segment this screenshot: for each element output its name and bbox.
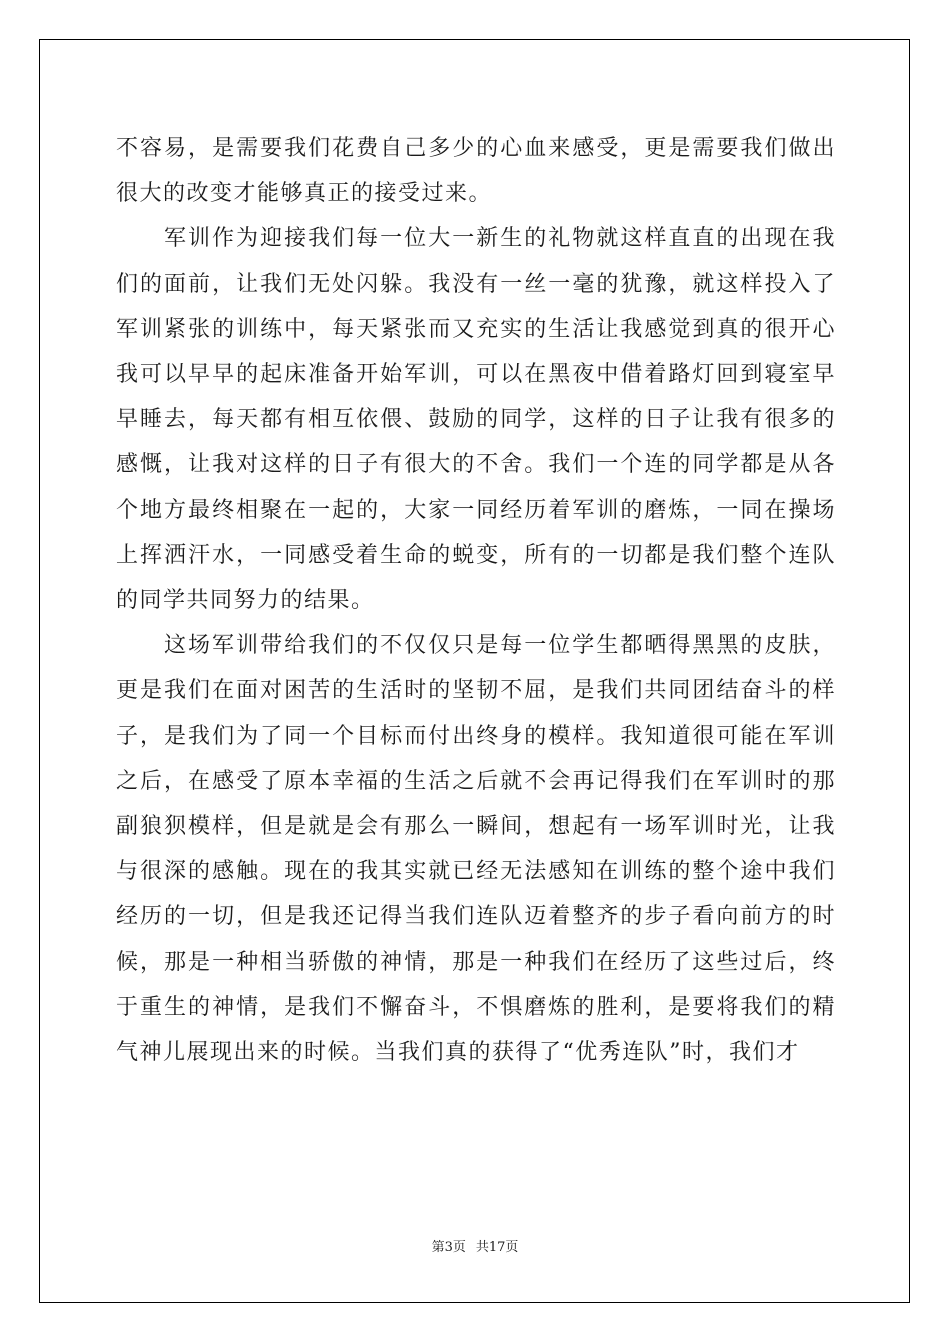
paragraph-2: 军训作为迎接我们每一位大一新生的礼物就这样直直的出现在我们的面前，让我们无处闪躲。我没有一丝一毫的犹豫，就这样投入了军训紧张的训练中，每天紧张而又充实的生活让我感觉到真的很开心我可以早早的起床准备开始军训，可以在黑夜中借着路灯回到寝室早早睡去，每天都有相互依偎、鼓励的同学，这样的日子让我有很多的感慨，让我对这样的日子有很大的不舍。我们一个连的同学都是从各个地方最终相聚在一起的，大家一同经历着军训的磨炼，一同在操场上挥洒汗水，一同感受着生命的蜕变，所有的一切都是我们整个连队的同学共同努力的结果。 (116, 226, 836, 614)
page-number: 第3页 (431, 1240, 466, 1255)
document-body (116, 126, 836, 1075)
page-footer (0, 1236, 950, 1255)
paragraph-1: 不容易，是需要我们花费自己多少的心血来感受，更是需要我们做出很大的改变才能够真正的接受过来。 (116, 136, 836, 207)
paragraph-3: 这场军训带给我们的不仅仅只是每一位学生都晒得黑黑的皮肤，更是我们在面对困苦的生活时的坚韧不屈，是我们共同团结奋斗的样子，是我们为了同一个目标而付出终身的模样。我知道很可能在军训之后，在感受了原本幸福的生活之后就不会再记得我们在军训时的那副狼狈模样，但是就是会有那么一瞬间，想起有一场军训时光，让我与很深的感触。现在的我其实就已经无法感知在训练的整个途中我们经历的一切，但是我还记得当我们连队迈着整齐的步子看向前方的时候，那是一种相当骄傲的神情，那是一种我们在经历了这些过后，终于重生的神情，是我们不懈奋斗，不惧磨炼的胜利，是要将我们的精气神儿展现出来的时候。当我们真的获得了“优秀连队”时，我们才 (116, 633, 836, 1066)
page-total: 共17页 (475, 1240, 519, 1255)
